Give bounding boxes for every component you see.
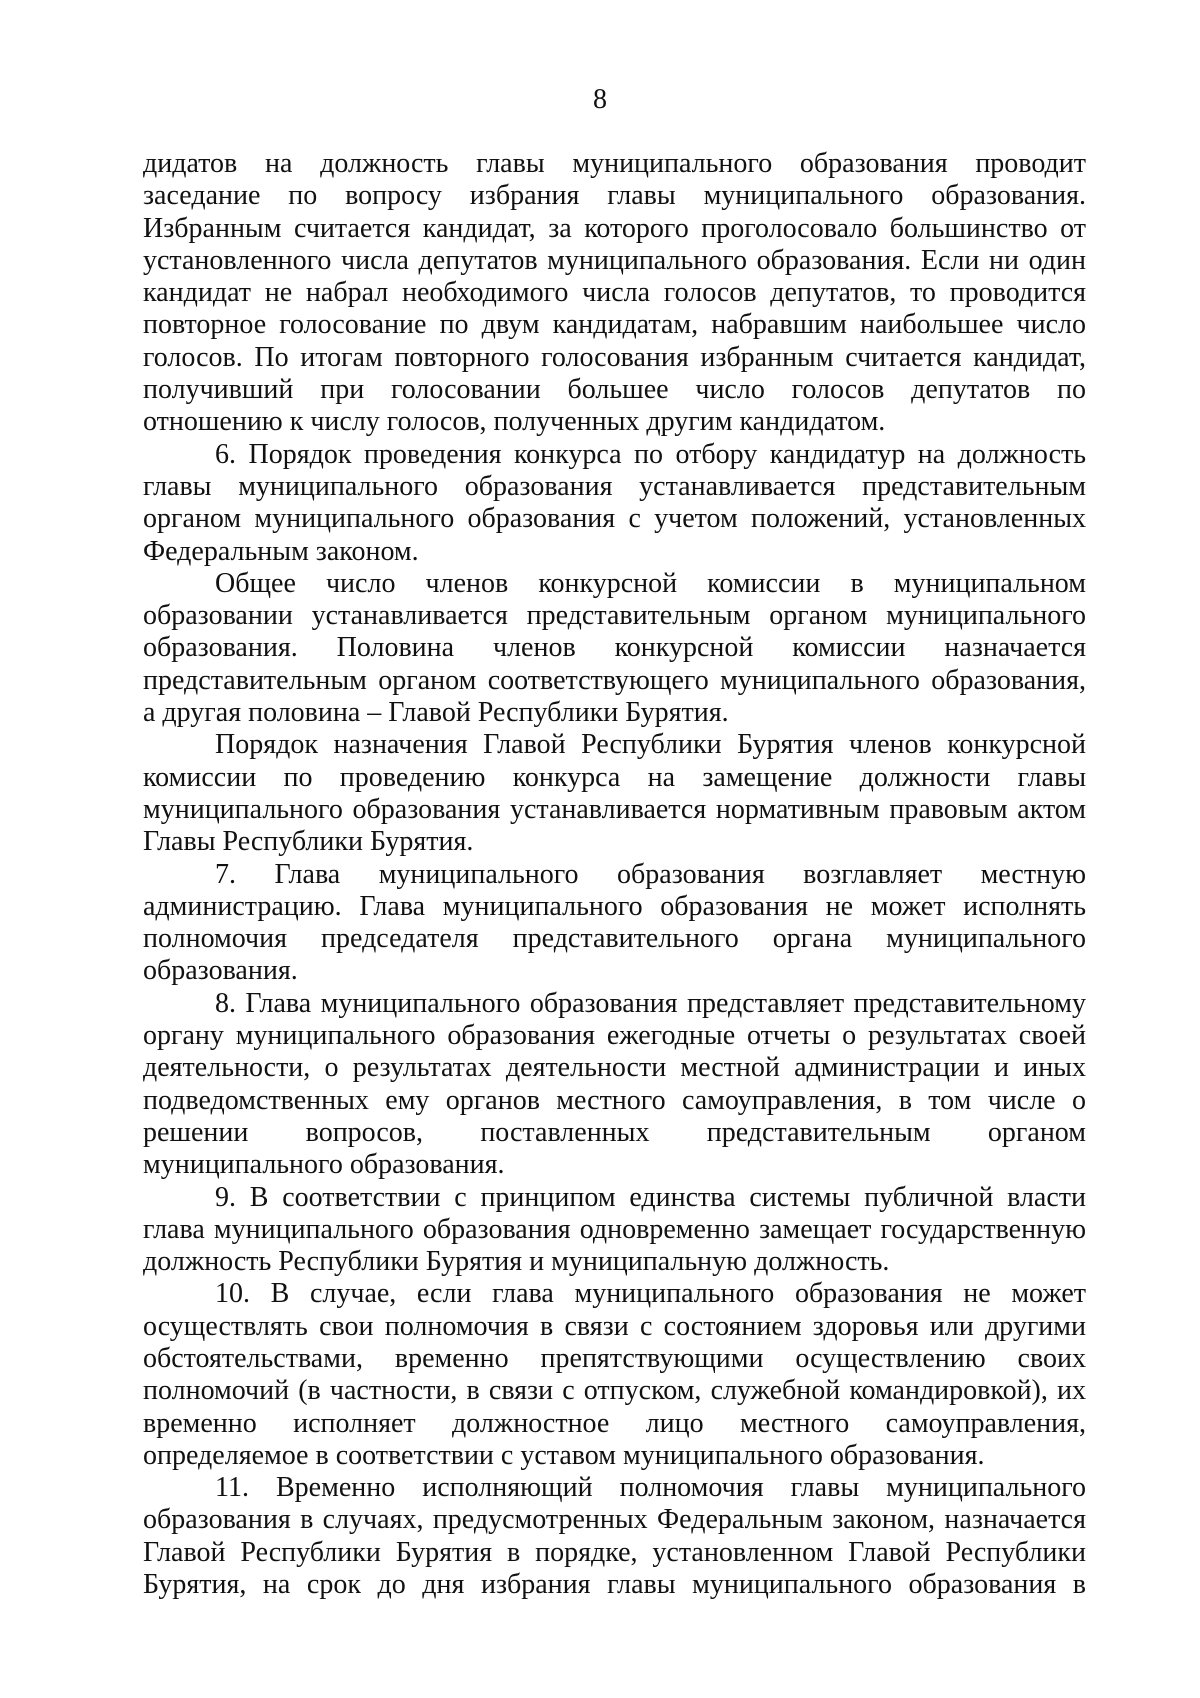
paragraph-item-9: 9. В соответствии с принципом единства системы публичной власти глава муниципального образования одновременно замещает государственную должность Республики Бурятия и муниципальную должность. [143, 1181, 1086, 1278]
paragraph-item-11: 11. Временно исполняющий полномочия главы муниципального образования в случаях, предусмотренных Федеральным законом, назначается Главой Республики Бурятия в порядке, установленном Главой Республики Бурятия, на срок до дня избрания главы муниципального образования в [143, 1472, 1086, 1601]
paragraph-item-6: 6. Порядок проведения конкурса по отбору кандидатур на должность главы муниципального образования устанавливается представительным органом муниципального образования с учетом положений, установленных Федеральным законом. [143, 438, 1086, 567]
paragraph-commission-size: Общее число членов конкурсной комиссии в муниципальном образовании устанавливается представительным органом муниципального образования. Половина членов конкурсной комиссии назначается представительным органом соответствующего муниципального образования, а другая половина – Главой Республики Бурятия. [143, 567, 1086, 729]
paragraph-item-10: 10. В случае, если глава муниципального образования не может осуществлять свои полномочия в связи с состоянием здоровья или другими обстоятельствами, временно препятствующими осуществлению своих полномочий (в частности, в связи с отпуском, служебной командировкой), их временно исполняет должностное лицо местного самоуправления, определяемое в соответствии с уставом муниципального образования. [143, 1278, 1086, 1471]
paragraph-item-7: 7. Глава муниципального образования возглавляет местную администрацию. Глава муниципального образования не может исполнять полномочия председателя представительного органа муниципального образования. [143, 858, 1086, 987]
paragraph-item-8: 8. Глава муниципального образования представляет представительному органу муниципального образования ежегодные отчеты о результатах своей деятельности, о результатах деятельности местной администрации и иных подведомственных ему органов местного самоуправления, в том числе о решении вопросов, поставленных представительным органом муниципального образования. [143, 987, 1086, 1181]
page-number: 8 [593, 84, 607, 115]
paragraph-commission-appointment: Порядок назначения Главой Республики Бурятия членов конкурсной комиссии по проведению конкурса на замещение должности главы муниципального образования устанавливается нормативным правовым актом Главы Республики Бурятия. [143, 729, 1086, 858]
document-body [143, 148, 1086, 1601]
paragraph-continuation: дидатов на должность главы муниципального образования проводит заседание по вопросу избрания главы муниципального образования. Избранным считается кандидат, за которого проголосовало большинство от установленного числа депутатов муниципального образования. Если ни один кандидат не набрал необходимого числа голосов депутатов, то проводится повторное голосование по двум кандидатам, набравшим наибольшее число голосов. По итогам повторного голосования избранным считается кандидат, получивший при голосовании большее число голосов депутатов по отношению к числу голосов, полученных другим кандидатом. [143, 148, 1086, 438]
